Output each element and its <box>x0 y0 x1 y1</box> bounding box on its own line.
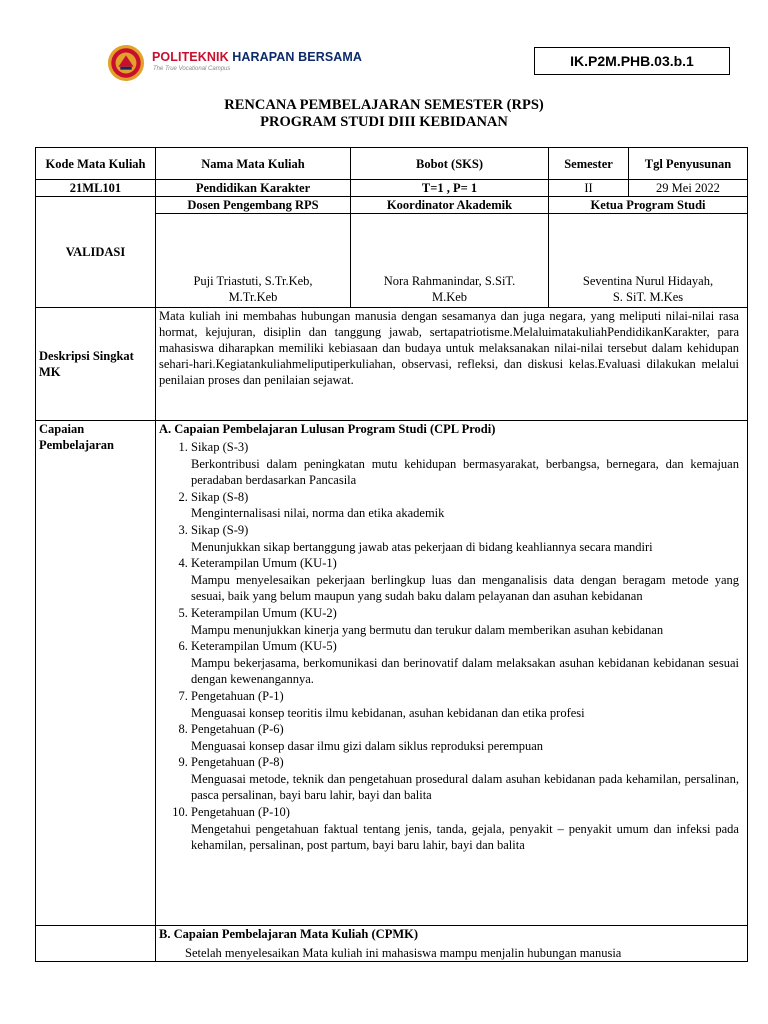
deskripsi-text: Mata kuliah ini membahas hubungan manusia dengan sesamanya dan juga negara, yang meliputi nilai-nilai rasa hormat, kejujuran, disiplin dan tanggung jawab, sertapatriotisme.MelaluimatakuliahPendidikanKarakter, para mahasiswa diharapkan memiliki kebiasaan dan budaya untuk melaksanakan nilai-nilai tersebut dalam kehidupan sehari-hari.Kegiatankuliahmeliputiperkuliahan, observasi, refleksi, dan diskusi kelas.Evaluasi dilakukan melalui penilaian proses dan penilaian sejawat. <box>156 308 748 421</box>
value-nama: Pendidikan Karakter <box>156 180 351 197</box>
capaian-content <box>156 421 748 926</box>
cpl-item <box>191 605 739 638</box>
signer-dosen <box>156 214 351 308</box>
cpl-item-title: 5. Keterampilan Umum (KU-2) <box>191 605 337 620</box>
header-tgl: Tgl Penyusunan <box>629 148 748 180</box>
cpl-item <box>191 804 739 854</box>
cpl-item-desc: Menginternalisasi nilai, norma dan etika akademik <box>191 506 445 521</box>
value-kode: 21ML101 <box>36 180 156 197</box>
cpmk-row <box>36 926 748 962</box>
signer-dosen-line2: M.Tr.Keb <box>228 290 278 304</box>
cpl-item-title: 9. Pengetahuan (P-8) <box>191 755 284 770</box>
cpl-item <box>191 688 739 721</box>
cpl-item-title: 7. Pengetahuan (P-1) <box>191 688 284 703</box>
document-header <box>0 0 768 95</box>
header-nama: Nama Mata Kuliah <box>156 148 351 180</box>
header-semester: Semester <box>549 148 629 180</box>
cpl-item-desc: Mampu bekerjasama, berkomunikasi dan berinovatif dalam melaksakan asuhan kebidanan kebidanan sesuai dengan kewenangannya. <box>191 655 739 687</box>
cpl-list <box>159 439 739 854</box>
capaian-label: Capaian Pembelajaran <box>36 421 156 926</box>
signer-dosen-line1: Puji Triastuti, S.Tr.Keb, <box>193 274 313 288</box>
value-tgl: 29 Mei 2022 <box>629 180 748 197</box>
cpl-item-desc: Menguasai konsep teoritis ilmu kebidanan, asuhan kebidanan dan etika profesi <box>191 705 585 720</box>
cpl-item <box>191 439 739 489</box>
course-values-row <box>36 180 748 197</box>
institution-name-navy: HARAPAN BERSAMA <box>232 50 363 64</box>
cpl-item-desc: Mampu menunjukkan kinerja yang bermutu dan terukur dalam memberikan asuhan kebidanan <box>191 622 664 637</box>
header-bobot: Bobot (SKS) <box>351 148 549 180</box>
deskripsi-row <box>36 308 748 421</box>
institution-name <box>152 50 362 64</box>
cpl-item-desc: Menunjukkan sikap bertanggung jawab atas pekerjaan di bidang keahliannya secara mandiri <box>191 539 653 554</box>
cpl-item-title: 10. Pengetahuan (P-10) <box>191 805 290 820</box>
institution-tagline: The True Vocational Campus <box>153 66 231 72</box>
cpmk-text: Setelah menyelesaikan Mata kuliah ini mahasiswa mampu menjalin hubungan manusia <box>185 946 622 960</box>
cpl-item-desc: Menguasai konsep dasar ilmu gizi dalam siklus reproduksi perempuan <box>191 738 544 753</box>
cpl-item-title: 6. Keterampilan Umum (KU-5) <box>191 639 337 654</box>
validasi-roles-row <box>36 197 748 214</box>
institution-name-red: POLITEKNIK <box>152 50 229 64</box>
cpl-item <box>191 638 739 688</box>
cpl-item <box>191 721 739 754</box>
capaian-row <box>36 421 748 926</box>
signer-koordinator <box>351 214 549 308</box>
signer-koordinator-line2: M.Keb <box>431 290 468 304</box>
role-ketua: Ketua Program Studi <box>549 197 748 214</box>
document-subtitle: PROGRAM STUDI DIII KEBIDANAN <box>260 114 508 130</box>
role-dosen: Dosen Pengembang RPS <box>156 197 351 214</box>
cpl-item <box>191 489 739 522</box>
header-kode: Kode Mata Kuliah <box>36 148 156 180</box>
value-bobot: T=1 , P= 1 <box>351 180 549 197</box>
document-code: IK.P2M.PHB.03.b.1 <box>534 47 730 75</box>
cpl-item-desc: Berkontribusi dalam peningkatan mutu kehidupan bermasyarakat, berbangsa, bernegara, dan kemajuan peradaban berdasarkan Pancasila <box>191 456 739 488</box>
cpl-item <box>191 522 739 555</box>
cpl-item-title: 8. Pengetahuan (P-6) <box>191 722 284 737</box>
document-title: RENCANA PEMBELAJARAN SEMESTER (RPS) <box>224 97 544 113</box>
cpl-item-desc: Menguasai metode, teknik dan pengetahuan prosedural dalam asuhan kebidanan pada kehamilan, persalinan, pasca persalinan, bayi baru lahir, bayi dan balita <box>191 771 739 803</box>
course-header-row <box>36 148 748 180</box>
role-koordinator: Koordinator Akademik <box>351 197 549 214</box>
cpl-item-title: 1. Sikap (S-3) <box>191 440 249 454</box>
cpmk-section-title: B. Capaian Pembelajaran Mata Kuliah (CPMK) <box>159 927 419 941</box>
value-semester: II <box>549 180 629 197</box>
cpl-item <box>191 754 739 804</box>
cpl-section-title: A. Capaian Pembelajaran Lulusan Program Studi (CPL Prodi) <box>159 422 496 436</box>
cpl-item-title: 2. Sikap (S-8) <box>191 489 249 504</box>
deskripsi-label: Deskripsi Singkat MK <box>36 308 156 421</box>
signer-ketua-line2: S. SiT. M.Kes <box>612 290 684 304</box>
validasi-label: VALIDASI <box>36 197 156 308</box>
signer-koordinator-line1: Nora Rahmanindar, S.SiT. <box>383 274 516 288</box>
cpl-item <box>191 555 739 605</box>
cpl-item-title: 3. Sikap (S-9) <box>191 522 249 537</box>
cpl-item-desc: Mampu menyelesaikan pekerjaan berlingkup luas dan menganalisis data dengan beragam metode yang sesuai, baik yang belum maupun yang sudah baku dalam pelayanan dan asuhan kebidanan <box>191 572 739 604</box>
institution-logo-icon <box>107 44 145 82</box>
rps-table <box>35 147 748 962</box>
cpmk-empty-cell <box>36 926 156 962</box>
signer-ketua <box>549 214 748 308</box>
cpl-item-desc: Mengetahui pengetahuan faktual tentang jenis, tanda, gejala, penyakit – penyakit umum dan infeksi pada kehamilan, persalinan, post partum, bayi baru lahir, bayi dan balita <box>191 821 739 853</box>
cpmk-content <box>156 926 748 962</box>
cpl-item-title: 4. Keterampilan Umum (KU-1) <box>191 556 337 571</box>
signer-ketua-line1: Seventina Nurul Hidayah, <box>582 274 714 288</box>
